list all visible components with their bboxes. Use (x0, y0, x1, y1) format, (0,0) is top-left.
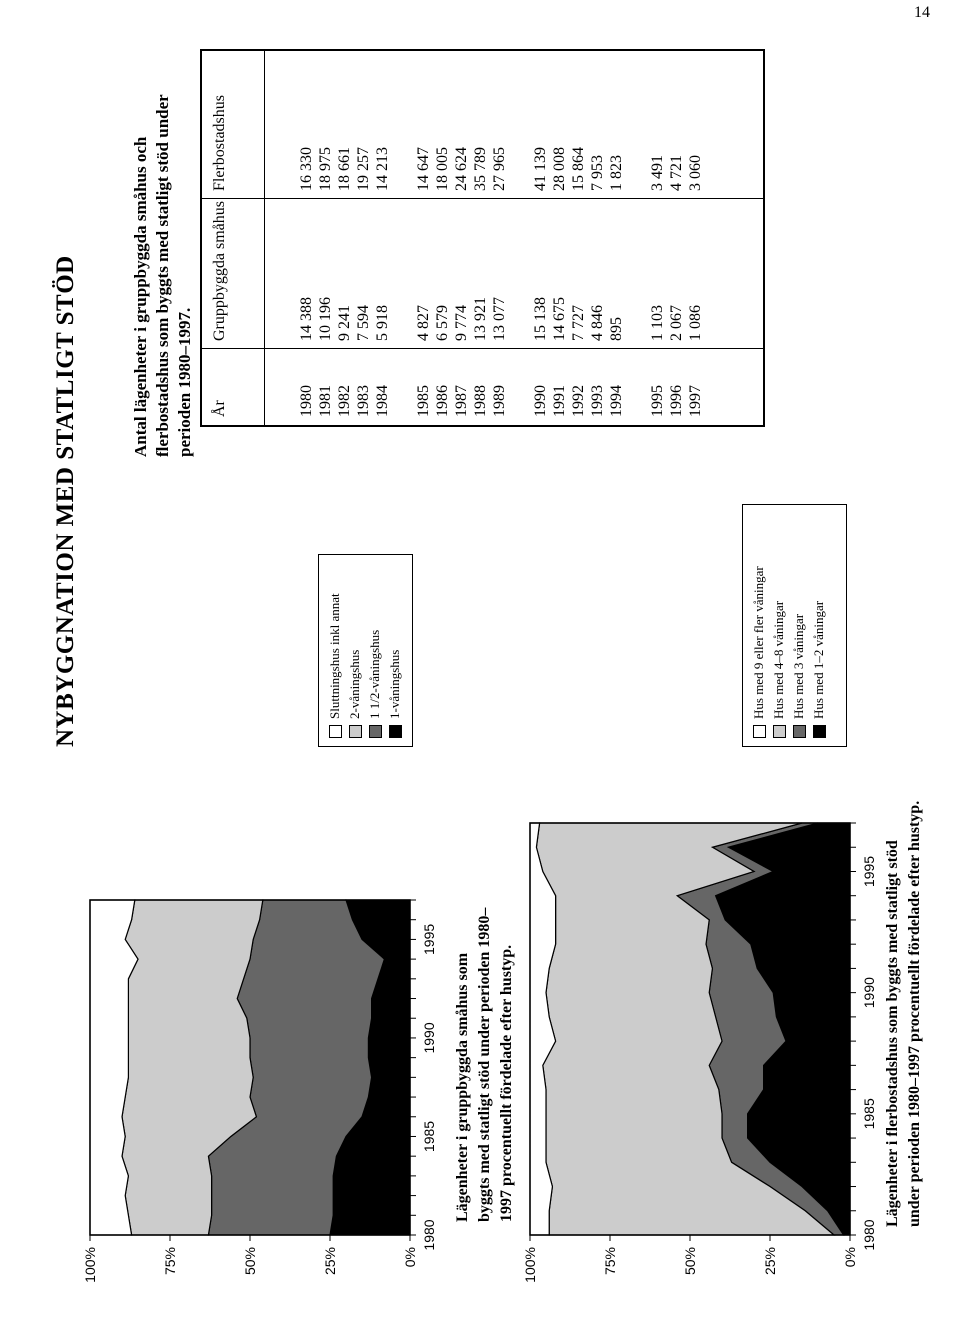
page-number: 14 (914, 4, 930, 21)
table-cell: 7 953 (589, 155, 606, 191)
table-cell: 27 965 (491, 147, 508, 191)
table-cell: 2 067 (668, 305, 685, 341)
table-cell: 1988 (472, 385, 489, 417)
legend-swatch (793, 725, 806, 738)
x-tick-label: 1985 (861, 1098, 877, 1130)
chart1-caption: Lägenheter i gruppbyggda småhus som byggts med statligt stöd under perioden 1980–1997 procentuellt fördelade efter hustyp. (454, 907, 515, 1222)
table-cell: 1991 (551, 385, 568, 417)
header-divider (264, 51, 265, 425)
legend-label: 1 1/2-våningshus (367, 629, 382, 719)
table-row-group (648, 47, 705, 199)
legend-item (325, 563, 345, 738)
x-tick-label: 1990 (421, 1022, 437, 1054)
table-cell: 895 (608, 317, 625, 341)
table-cell: 7 594 (355, 305, 372, 341)
legend-swatch (349, 725, 362, 738)
legend-item (769, 513, 789, 738)
data-table (200, 49, 765, 427)
table-cell: 1 103 (649, 305, 666, 341)
table-cell: 4 721 (668, 155, 685, 191)
legend-swatch (329, 725, 342, 738)
table-row-group (414, 47, 509, 199)
legend-item (365, 563, 385, 738)
table-cell: 1996 (668, 385, 685, 417)
table-cell: 4 846 (589, 305, 606, 341)
chart-gruppbyggda-smahus (80, 867, 440, 1327)
x-tick-label: 1995 (861, 855, 877, 888)
table-row-group (531, 199, 626, 349)
table-row-group (531, 349, 626, 425)
table-row-group (297, 199, 392, 349)
x-tick-label: 1985 (421, 1120, 437, 1153)
table-row-group (297, 47, 392, 199)
y-tick-label: 50% (242, 1247, 258, 1276)
table-cell: 1997 (687, 385, 704, 417)
table-cell: 1986 (434, 385, 451, 417)
table-cell: 1993 (589, 385, 606, 417)
table-row-group (648, 199, 705, 349)
table-cell: 9 241 (336, 305, 353, 341)
y-tick-label: 100% (82, 1247, 98, 1283)
table-cell: 1987 (453, 385, 470, 417)
header-flerbostadshus: Flerbostadshus (211, 95, 228, 191)
table-cell: 10 196 (317, 297, 334, 341)
table-cell: 1981 (317, 385, 334, 417)
y-tick-label: 0% (842, 1247, 858, 1268)
legend-swatch (773, 725, 786, 738)
x-tick-label: 1980 (421, 1219, 437, 1251)
table-cell: 4 827 (415, 305, 432, 341)
table-cell: 18 005 (434, 147, 451, 191)
legend-item (385, 563, 405, 738)
header-gruppbyggda: Gruppbyggda småhus (211, 201, 228, 341)
legend-item (809, 513, 829, 738)
table-cell: 24 624 (453, 147, 470, 191)
x-tick-label: 1980 (861, 1219, 877, 1251)
table-cell: 14 675 (551, 297, 568, 341)
table-cell: 3 491 (649, 155, 666, 191)
legend-swatch (369, 725, 382, 738)
table-cell: 1980 (298, 385, 315, 417)
table-cell: 35 789 (472, 147, 489, 191)
table-row-group (414, 199, 509, 349)
table-row-group (297, 349, 392, 425)
table-row-group (648, 349, 705, 425)
table-cell: 5 918 (374, 305, 391, 341)
legend-label: Hus med 4–8 våningar (771, 600, 786, 719)
table-cell: 3 060 (687, 155, 704, 191)
table-row-group (531, 47, 626, 199)
table-row-group (414, 349, 509, 425)
x-tick-label: 1995 (421, 923, 437, 955)
column-flerbostadshus (202, 47, 763, 199)
chart1-legend (318, 554, 413, 747)
table-cell: 1995 (649, 385, 666, 417)
legend-item (345, 563, 365, 738)
legend-label: 2-våningshus (347, 649, 362, 719)
table-cell: 16 330 (298, 147, 315, 191)
y-tick-label: 75% (162, 1247, 178, 1276)
legend-label: Hus med 9 eller fler våningar (751, 566, 766, 719)
table-cell: 15 138 (532, 297, 549, 341)
column-gruppbyggda (202, 198, 763, 349)
table-cell: 14 388 (298, 297, 315, 341)
legend-label: 1-våningshus (387, 649, 402, 719)
legend-label: Hus med 1–2 våningar (811, 600, 826, 719)
legend-label: Sluttningshus inkl annat (327, 593, 342, 719)
table-cell: 9 774 (453, 305, 470, 341)
table-cell: 14 647 (415, 147, 432, 191)
table-cell: 6 579 (434, 305, 451, 341)
y-tick-label: 100% (522, 1247, 538, 1283)
y-tick-label: 25% (322, 1247, 338, 1276)
table-cell: 41 139 (532, 147, 549, 191)
table-cell: 18 661 (336, 147, 353, 191)
page-title: NYBYGGNATION MED STATLIGT STÖD (52, 255, 79, 747)
table-caption: Antal lägenheter i gruppbyggda småhus och flerbostadshus som byggts med statligt stöd under perioden 1980–1997. (131, 94, 194, 457)
legend-swatch (753, 725, 766, 738)
table-cell: 1992 (570, 385, 587, 417)
x-tick-label: 1990 (861, 977, 877, 1009)
table-cell: 1 823 (608, 155, 625, 191)
legend-swatch (389, 725, 402, 738)
legend-item (789, 513, 809, 738)
table-cell: 1990 (532, 385, 549, 417)
y-tick-label: 50% (682, 1247, 698, 1276)
chart-flerbostadshus (520, 797, 880, 1327)
table-cell: 14 213 (374, 147, 391, 191)
y-tick-label: 25% (762, 1247, 778, 1276)
chart2-caption: Lägenheter i flerbostadshus som byggts med statligt stöd under perioden 1980–1997 procentuellt fördelade efter hustyp. (884, 800, 923, 1227)
table-cell: 28 008 (551, 147, 568, 191)
table-cell: 1994 (608, 385, 625, 417)
legend-item (749, 513, 769, 738)
table-cell: 19 257 (355, 147, 372, 191)
legend-swatch (813, 725, 826, 738)
table-cell: 13 921 (472, 297, 489, 341)
y-tick-label: 0% (402, 1247, 418, 1268)
header-year: År (211, 400, 228, 417)
legend-label: Hus med 3 våningar (791, 613, 806, 719)
y-tick-label: 75% (602, 1247, 618, 1276)
table-cell: 7 727 (570, 305, 587, 341)
table-cell: 1982 (336, 385, 353, 417)
column-year (202, 348, 763, 425)
table-cell: 13 077 (491, 297, 508, 341)
table-cell: 1989 (491, 385, 508, 417)
table-cell: 1984 (374, 385, 391, 417)
chart2-legend (742, 504, 847, 747)
table-cell: 1983 (355, 385, 372, 417)
table-cell: 1985 (415, 385, 432, 417)
table-cell: 18 975 (317, 147, 334, 191)
table-cell: 1 086 (687, 305, 704, 341)
table-cell: 15 864 (570, 147, 587, 191)
